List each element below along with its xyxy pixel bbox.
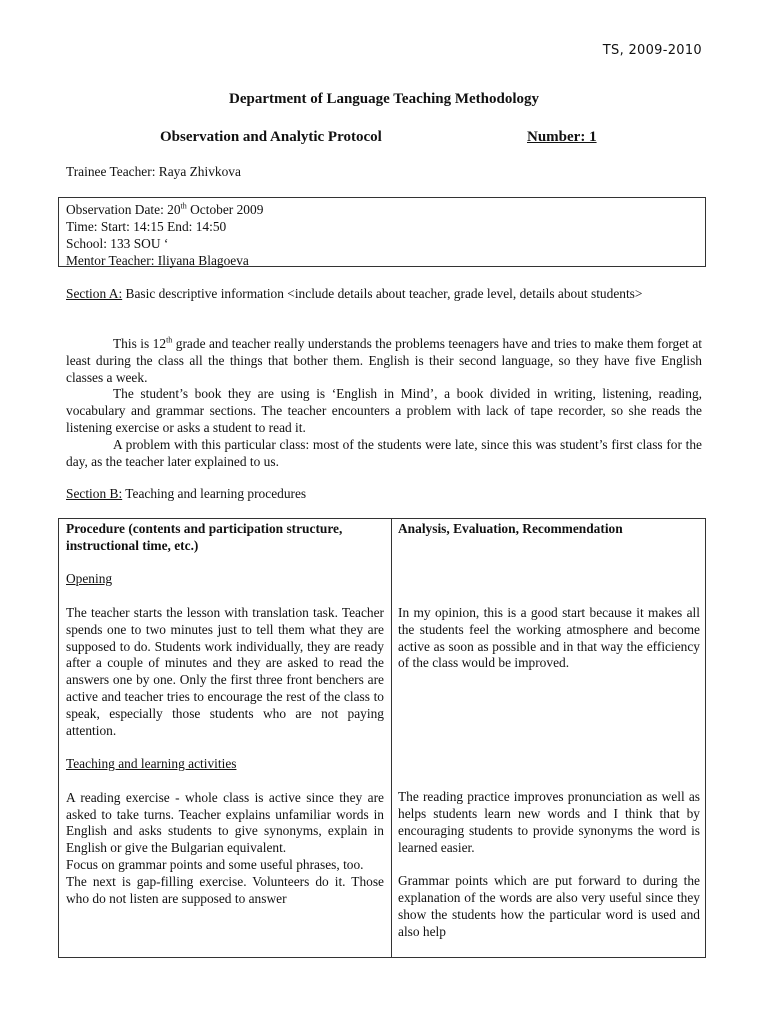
section-a-body <box>66 336 702 470</box>
activities-heading: Teaching and learning activities <box>66 756 237 772</box>
mentor-teacher: Mentor Teacher: Iliyana Blagoeva <box>66 253 249 268</box>
section-a-paragraph-2: The student’s book they are using is ‘English in Mind’, a book divided in writing, listening, reading, vocabulary and grammar sections. The teacher encounters a problem with lack of tape recorder, so she reads the listening exercise or asks a student to read it. <box>66 386 702 435</box>
protocol-title: Observation and Analytic Protocol <box>160 129 382 145</box>
activities-procedure-text-1: A reading exercise - whole class is active since they are asked to take turns. Teacher explains unfamiliar words in English and asks students to give synonyms, explain in English or give the Bulgarian equivalent. <box>66 789 384 856</box>
department-title: Department of Language Teaching Methodology <box>228 91 539 107</box>
opening-analysis-text: In my opinion, this is a good start because it makes all the students feel the working atmosphere and become active as soon as possible and in that way the efficiency of the class would be improved. <box>398 604 700 671</box>
section-a-heading: Section A: Basic descriptive information <include details about teacher, grade level, details about students> <box>66 286 643 301</box>
procedure-table <box>58 518 706 958</box>
activities-procedure-text-3: The next is gap-filling exercise. Volunteers do it. Those who do not listen are supposed to answer <box>66 873 384 906</box>
activities-procedure-text-2: Focus on grammar points and some useful phrases, too. <box>66 856 364 872</box>
observation-school: School: 133 SOU ‘ <box>66 236 169 251</box>
procedure-header: Procedure (contents and participation structure, instructional time, etc.) <box>66 521 343 553</box>
section-a-label: Section A: <box>66 286 123 301</box>
procedure-column <box>66 521 384 907</box>
section-b-heading: Section B: Teaching and learning procedures <box>66 486 307 501</box>
section-a-paragraph-1: This is 12th grade and teacher really understands the problems teenagers have and tries to make them forget at least during the class all the things that bother them. English is their second language, so they have five English classes a week. <box>66 335 702 385</box>
term-label: TS, 2009-2010 <box>602 43 702 58</box>
activities-analysis-text-1: The reading practice improves pronunciation as well as helps students learn new words and I think that by encouraging students to provide synonyms the word is learned easier. <box>398 789 700 855</box>
section-a-paragraph-3: A problem with this particular class: most of the students were late, since this was student’s first class for the day, as the teacher later explained to us. <box>66 436 702 469</box>
analysis-header: Analysis, Evaluation, Recommendation <box>398 521 623 536</box>
opening-heading: Opening <box>66 571 113 587</box>
analysis-column <box>398 521 700 940</box>
protocol-number: Number: 1 <box>527 129 597 145</box>
observation-date: Observation Date: 20th October 2009 <box>66 201 264 217</box>
table-divider <box>391 519 392 957</box>
observation-info-box <box>58 197 706 267</box>
opening-procedure-text: The teacher starts the lesson with translation task. Teacher spends one to two minutes just to tell them what they are supposed to do. Students work individually, they are ready after a couple of minutes and they are asked to read the answers one by one. Only the first three front benchers are active and teacher tries to encourage the rest of the class to speak, especially those students who are not paying attention. <box>66 604 384 738</box>
activities-analysis-text-2: Grammar points which are put forward to during the explanation of the words are also very useful since they show the students how the particular word is used and also help <box>398 873 700 939</box>
trainee-teacher: Trainee Teacher: Raya Zhivkova <box>66 164 241 179</box>
section-b-label: Section B: <box>66 486 123 501</box>
observation-time: Time: Start: 14:15 End: 14:50 <box>66 219 227 234</box>
